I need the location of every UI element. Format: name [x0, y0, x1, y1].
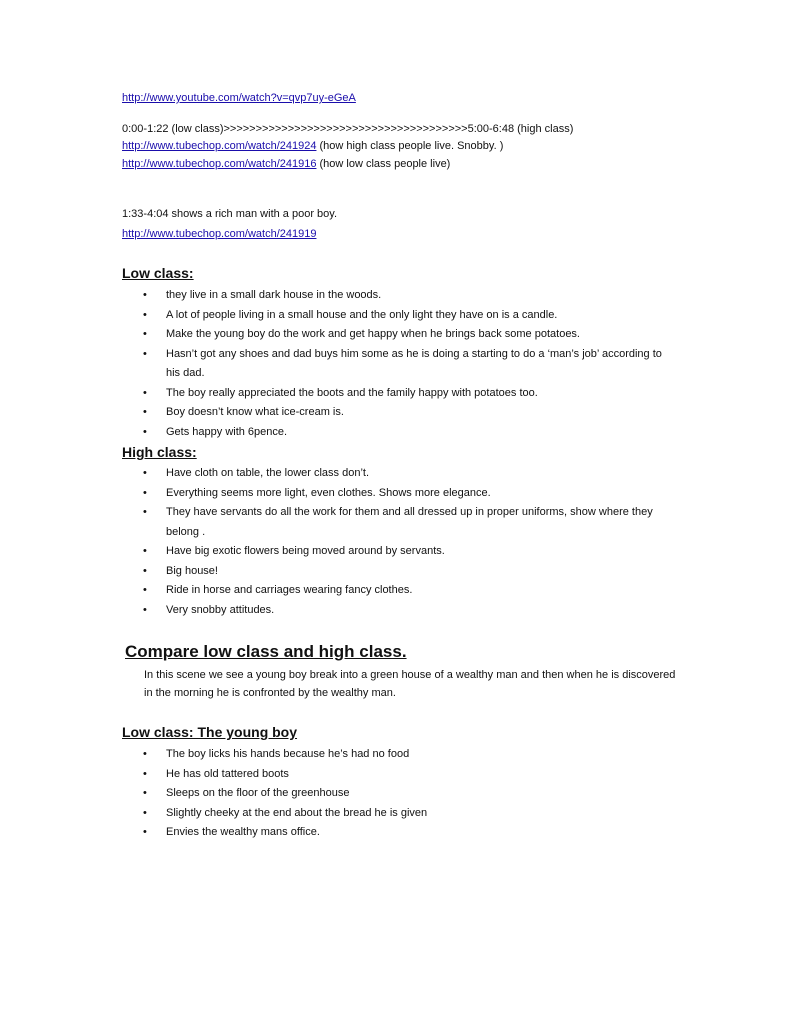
compare-paragraph: In this scene we see a young boy break into a green house of a wealthy man and then when he is discovered in the morning he is confronted by the wealthy man.	[144, 669, 676, 699]
list-item: • they live in a small dark house in the woods.	[140, 286, 666, 306]
youtube-line	[122, 92, 356, 105]
list-item: • A lot of people living in a small house and the only light they have on is a candle.	[140, 306, 666, 326]
list-item: • Make the young boy do the work and get happy when he brings back some potatoes.	[140, 325, 666, 345]
high-class-heading: High class:	[122, 444, 197, 460]
young-boy-list	[140, 745, 666, 843]
tubechop-line-2	[122, 158, 450, 171]
list-item: • Very snobby attitudes.	[140, 601, 666, 621]
youtube-link[interactable]: http://www.youtube.com/watch?v=qvp7uy-eGeA	[122, 92, 356, 104]
low-class-heading: Low class:	[122, 265, 194, 281]
low-class-list	[140, 286, 666, 442]
tubechop-line-1	[122, 140, 503, 153]
list-item: • Have big exotic flowers being moved around by servants.	[140, 542, 666, 562]
timing-text: 0:00-1:22 (low class)>>>>>>>>>>>>>>>>>>>>>>>>>>>>>>>>>>>>>>5:00-6:48 (high class)	[122, 123, 574, 135]
list-item: • Envies the wealthy mans office.	[140, 823, 666, 843]
young-boy-heading: Low class: The young boy	[122, 724, 298, 740]
list-item: • The boy really appreciated the boots and the family happy with potatoes too.	[140, 384, 666, 404]
tubechop-line-3	[122, 228, 316, 241]
list-item: • Ride in horse and carriages wearing fancy clothes.	[140, 581, 666, 601]
list-item: • He has old tattered boots	[140, 765, 666, 785]
compare-heading: Compare low class and high class.	[125, 642, 407, 661]
tubechop-link-1[interactable]: http://www.tubechop.com/watch/241924	[122, 140, 317, 152]
list-item: • Have cloth on table, the lower class don’t.	[140, 464, 666, 484]
list-item: • Gets happy with 6pence.	[140, 423, 666, 443]
list-item: • Sleeps on the floor of the greenhouse	[140, 784, 666, 804]
list-item: • They have servants do all the work for them and all dressed up in proper uniforms, show where they belong .	[140, 503, 666, 542]
high-class-list	[140, 464, 666, 620]
tubechop-link-2[interactable]: http://www.tubechop.com/watch/241916	[122, 158, 317, 170]
list-item: • Big house!	[140, 562, 666, 582]
tubechop-link-3[interactable]: http://www.tubechop.com/watch/241919	[122, 228, 317, 240]
list-item: • Boy doesn’t know what ice-cream is.	[140, 403, 666, 423]
tubechop-note-1: (how high class people live. Snobby. )	[316, 140, 504, 152]
list-item: • Slightly cheeky at the end about the bread he is given	[140, 804, 666, 824]
tubechop-note-2: (how low class people live)	[316, 158, 451, 170]
list-item: • Everything seems more light, even clothes. Shows more elegance.	[140, 484, 666, 504]
list-item: • The boy licks his hands because he’s had no food	[140, 745, 666, 765]
rich-man-text: 1:33-4:04 shows a rich man with a poor boy.	[122, 208, 338, 220]
list-item: • Hasn’t got any shoes and dad buys him some as he is doing a starting to do a ‘man’s job’ according to his dad.	[140, 345, 666, 384]
